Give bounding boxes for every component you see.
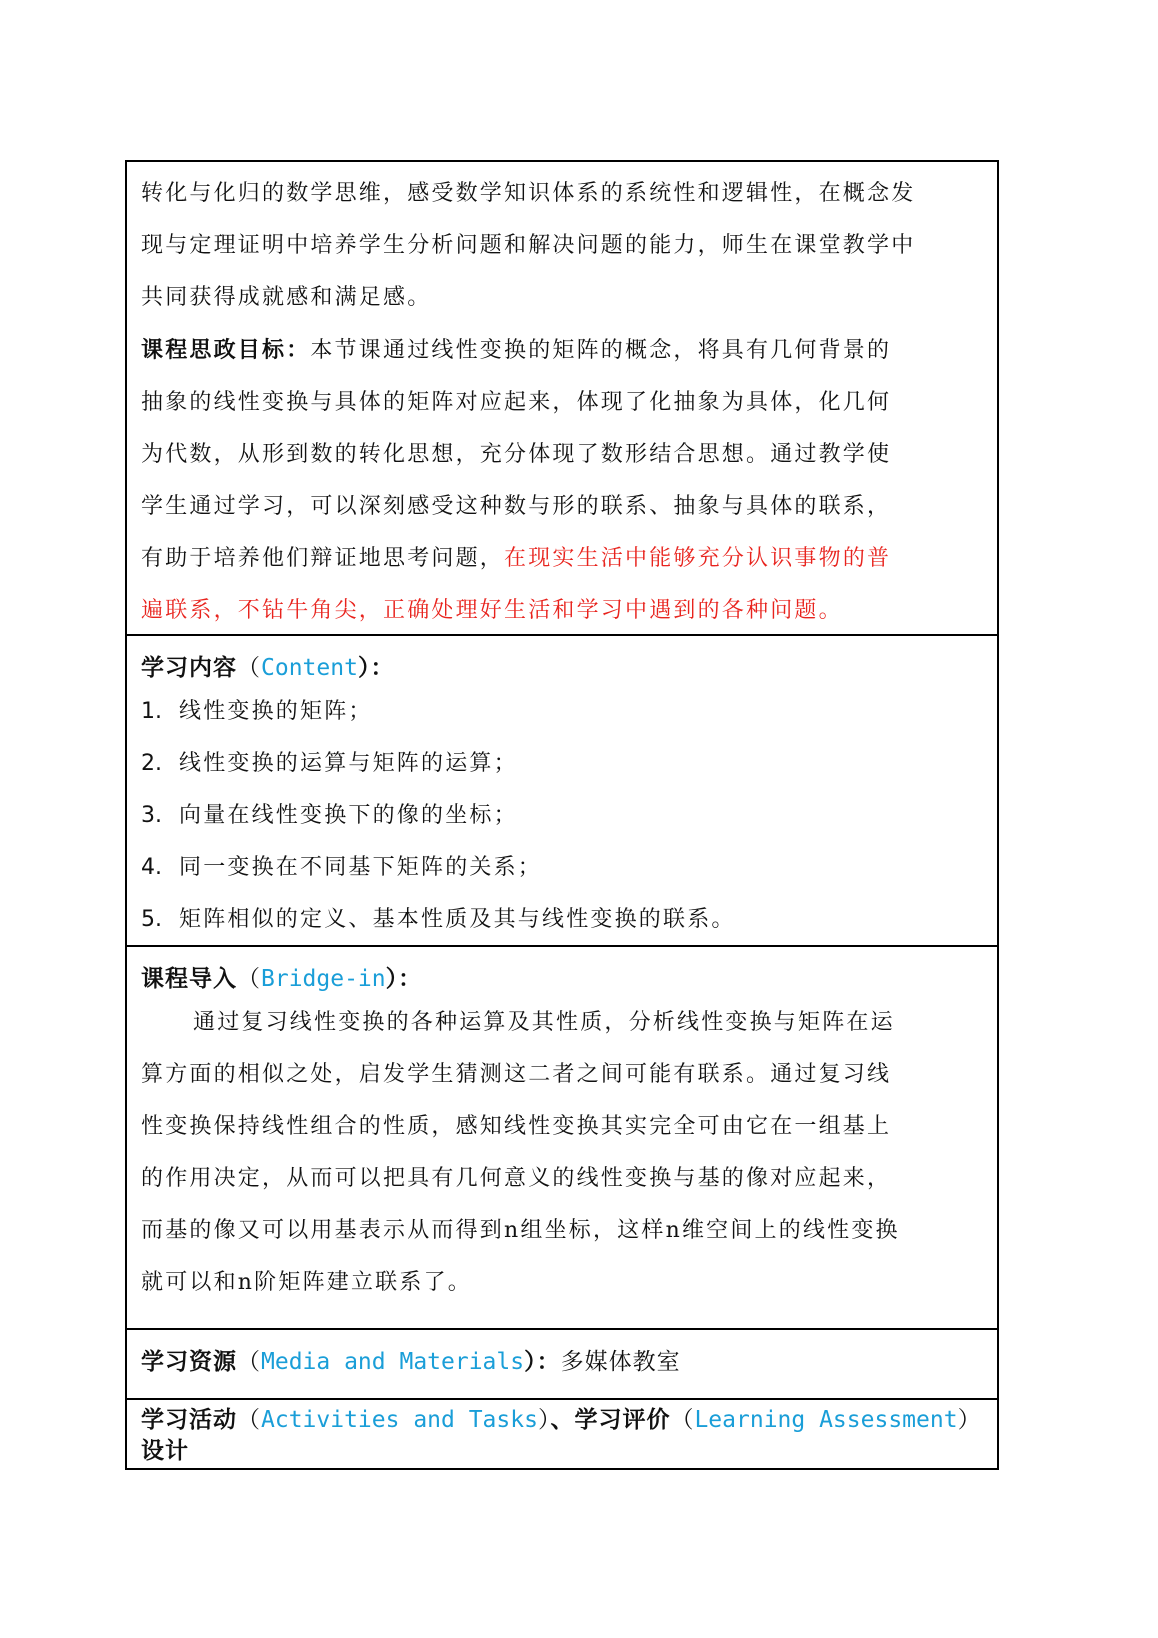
list-item-text: 线性变换的矩阵； (179, 699, 373, 724)
bridge-in-heading-open: （ (237, 966, 261, 992)
media-cell (127, 1328, 997, 1398)
assessment-heading-close: ） (957, 1407, 982, 1433)
ideology-line-4: 学生通过学习，可以深刻感受这种数与形的联系、抽象与具体的联系， (141, 494, 892, 519)
assessment-heading-en: Learning Assessment (694, 1407, 958, 1433)
list-item-number: 3. (141, 803, 162, 828)
assessment-heading-cn: 学习评价 (574, 1407, 671, 1433)
list-item (141, 790, 983, 842)
bridge-in-line-5: 而基的像又可以用基表示从而得到n组坐标，这样n维空间上的线性变换 (141, 1218, 900, 1243)
lesson-plan-table (125, 160, 999, 1470)
objectives-line-2: 现与定理证明中培养学生分析问题和解决问题的能力，师生在课堂教学中 (141, 233, 916, 258)
ideology-line-3: 为代数，从形到数的转化思想，充分体现了数形结合思想。通过教学使 (141, 442, 892, 467)
objectives-cell (127, 162, 997, 634)
media-heading-open: （ (237, 1349, 261, 1375)
list-item-number: 1. (141, 699, 162, 724)
list-item-text: 同一变换在不同基下矩阵的关系； (179, 855, 543, 880)
content-cell (127, 634, 997, 945)
media-heading (141, 1344, 983, 1380)
ideology-line-5 (141, 533, 983, 585)
bridge-in-line-4: 的作用决定，从而可以把具有几何意义的线性变换与基的像对应起来， (141, 1166, 892, 1191)
activities-heading-close: ） (537, 1407, 551, 1433)
ideology-text-1: 本节课通过线性变换的矩阵的概念，将具有几何背景的 (310, 338, 892, 363)
bridge-in-line-6: 就可以和n阶矩阵建立联系了。 (141, 1270, 472, 1295)
media-heading-cn: 学习资源 (141, 1349, 237, 1375)
media-value: 多媒体教室 (560, 1349, 681, 1375)
list-item (141, 738, 983, 790)
activities-heading (141, 1404, 983, 1436)
ideology-line-2: 抽象的线性变换与具体的矩阵对应起来，体现了化抽象为具体，化几何 (141, 390, 892, 415)
list-item (141, 894, 983, 946)
list-item-number: 5. (141, 907, 162, 932)
activities-cell (127, 1398, 997, 1468)
objectives-line-1: 转化与化归的数学思维，感受数学知识体系的系统性和逻辑性，在概念发 (141, 181, 916, 206)
activities-heading-sep: 、 (550, 1407, 575, 1433)
media-heading-close: ）： (524, 1349, 561, 1375)
bridge-in-line-3: 性变换保持线性组合的性质，感知线性变换其实完全可由它在一组基上 (141, 1114, 892, 1139)
bridge-in-line-2: 算方面的相似之处，启发学生猜测这二者之间可能有联系。通过复习线 (141, 1062, 892, 1087)
activities-heading-en: Activities and Tasks (261, 1407, 538, 1433)
list-item (141, 842, 983, 894)
content-heading-en: Content (261, 655, 358, 681)
objectives-line-3: 共同获得成就感和满足感。 (141, 285, 432, 310)
bridge-in-cell (127, 945, 997, 1328)
list-item-text: 向量在线性变换下的像的坐标； (179, 803, 518, 828)
list-item-number: 2. (141, 751, 162, 776)
list-item-text: 矩阵相似的定义、基本性质及其与线性变换的联系。 (179, 907, 736, 932)
content-heading-open: （ (237, 655, 261, 681)
ideology-line-5-red: 在现实生活中能够充分认识事物的普 (504, 546, 892, 571)
assessment-heading-open: （ (670, 1407, 695, 1433)
list-item-number: 4. (141, 855, 162, 880)
content-heading-cn: 学习内容 (141, 655, 237, 681)
ideology-line-6: 遍联系，不钻牛角尖，正确处理好生活和学习中遇到的各种问题。 (141, 598, 843, 623)
bridge-in-heading-close: ）： (385, 966, 423, 992)
list-item-text: 线性变换的运算与矩阵的运算； (179, 751, 518, 776)
activities-heading-cn: 学习活动 (141, 1407, 237, 1433)
ideology-line-5-black: 有助于培养他们辩证地思考问题， (141, 546, 505, 571)
bridge-in-line-1: 通过复习线性变换的各种运算及其性质，分析线性变换与矩阵在运 (193, 1010, 895, 1035)
activities-heading-open: （ (237, 1407, 261, 1433)
ideology-label: 课程思政目标： (141, 337, 311, 363)
activities-heading-line-2: 设计 (141, 1438, 189, 1464)
bridge-in-heading-en: Bridge-in (261, 966, 386, 992)
ideology-line-1 (141, 324, 983, 377)
content-list (141, 686, 983, 946)
list-item (141, 686, 983, 738)
bridge-in-heading (141, 961, 983, 997)
content-heading-close: ）： (357, 655, 395, 681)
media-heading-en: Media and Materials (261, 1349, 525, 1375)
bridge-in-heading-cn: 课程导入 (141, 966, 237, 992)
content-heading (141, 650, 983, 686)
